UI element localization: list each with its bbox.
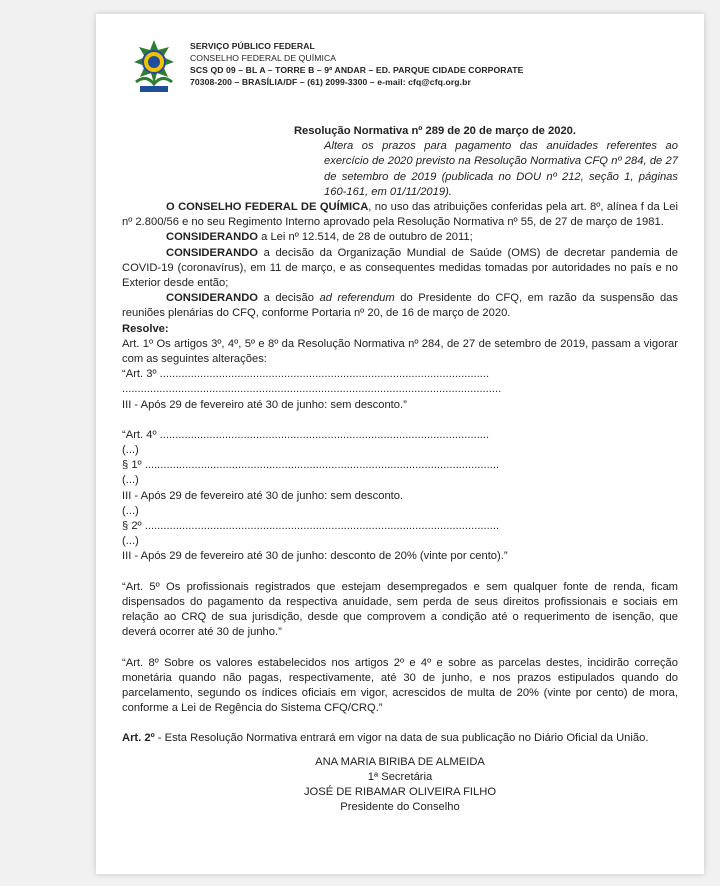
- ellipsis: (...): [122, 444, 139, 457]
- header-address: SCS QD 09 – BL A – TORRE B – 9º ANDAR – ED. PARQUE CIDADE CORPORATE: [190, 65, 524, 75]
- signature-1-name: ANA MARIA BIRIBA DE ALMEIDA: [315, 755, 485, 768]
- ellipsis: (...): [122, 504, 139, 517]
- ementa: Altera os prazos para pagamento das anuidades referentes ao exercício de 2020 previsto na Resolução Normativa CFQ nº 284, de 27 de setembro de 2019 (publicada no DOU nº 212, seção 1, páginas 160-161, em 01/11/2019).: [324, 140, 678, 198]
- header-service: SERVIÇO PÚBLICO FEDERAL: [190, 41, 315, 51]
- letterhead: [118, 36, 678, 106]
- article-2: Art. 2º - Esta Resolução Normativa entrará em vigor na data de sua publicação no Diário Oficial da União.: [122, 732, 649, 745]
- dots-line: ..........................................................................................................................: [122, 383, 502, 396]
- header-contact: 70308-200 – BRASÍLIA/DF – (61) 2099-3300 – e-mail: cfq@cfq.org.br: [190, 77, 471, 87]
- paragraph-2: § 2º ..................................................................................................................: [122, 520, 500, 533]
- considering-2: CONSIDERANDO a decisão da Organização Mundial de Saúde (OMS) de decretar pandemia de COVID-19 (coronavírus), em 11 de março, e as consequentes medidas tomadas por autoridades no país e no Exterior desde então;: [122, 246, 678, 290]
- art4-item-iii-2: III - Após 29 de fevereiro até 30 de junho: desconto de 20% (vinte por cento).”: [122, 550, 508, 563]
- art3-item-iii: III - Após 29 de fevereiro até 30 de junho: sem desconto.”: [122, 398, 407, 411]
- header-council: CONSELHO FEDERAL DE QUÍMICA: [190, 53, 337, 63]
- document-body: [122, 124, 678, 815]
- article-1: Art. 1º Os artigos 3º, 4º, 5º e 8º da Resolução Normativa nº 284, de 27 de setembro de 2019, passam a vigorar com as seguintes alterações:: [122, 337, 678, 366]
- document-title: Resolução Normativa nº 289 de 20 de março de 2020.: [293, 125, 577, 137]
- signature-1-role: 1ª Secretária: [367, 770, 433, 783]
- ellipsis: (...): [122, 535, 139, 548]
- considering-3: CONSIDERANDO a decisão ad referendum do Presidente do CFQ, em razão da suspensão das reuniões plenárias do CFQ, conforme Portaria nº 20, de 16 de março de 2020.: [122, 292, 678, 320]
- resolve-label: Resolve:: [122, 322, 169, 335]
- document-page: [96, 14, 704, 874]
- ellipsis: (...): [122, 474, 139, 487]
- considering-1: CONSIDERANDO a Lei nº 12.514, de 28 de outubro de 2011;: [166, 231, 473, 244]
- coat-of-arms-icon: [128, 38, 180, 96]
- paragraph-1: § 1º ..................................................................................................................: [122, 459, 500, 472]
- signature-2-role: Presidente do Conselho: [340, 801, 460, 814]
- art4-heading: “Art. 4º ..........................................................................................................: [122, 428, 490, 441]
- art3-heading: “Art. 3º ..........................................................................................................: [122, 368, 490, 381]
- art4-item-iii-1: III - Após 29 de fevereiro até 30 de junho: sem desconto.: [122, 489, 404, 502]
- signature-2-name: JOSÉ DE RIBAMAR OLIVEIRA FILHO: [303, 785, 497, 798]
- article-5: “Art. 5º Os profissionais registrados que estejam desempregados e sem qualquer fonte de renda, ficam dispensados do pagamento da respectiva anuidade, sem perda de seus direitos profissionais e sociais em relação ao CRQ de sua jurisdição, desde que comprovem a condição até o requerimento de isenção, que deverá ocorrer até 30 de junho.”: [122, 580, 678, 639]
- preamble: O CONSELHO FEDERAL DE QUÍMICA, no uso das atribuições conferidas pela art. 8º, alínea f da Lei nº 2.800/56 e no seu Regimento Interno aprovado pela Resolução Normativa nº 55, de 27 de março de 1981.: [122, 201, 678, 229]
- article-8: “Art. 8º Sobre os valores estabelecidos nos artigos 2º e 4º e sobre as parcelas destes, incidirão correção monetária quando não pagas, respectivamente, até 30 de junho, e nos prazos estipulados quando do parcelamento, segundo os índices oficiais em vigor, acrescidos de multa de 20% (vinte por cento) de mora, conforme a Lei de Regência do Sistema CFQ/CRQ.”: [122, 656, 678, 715]
